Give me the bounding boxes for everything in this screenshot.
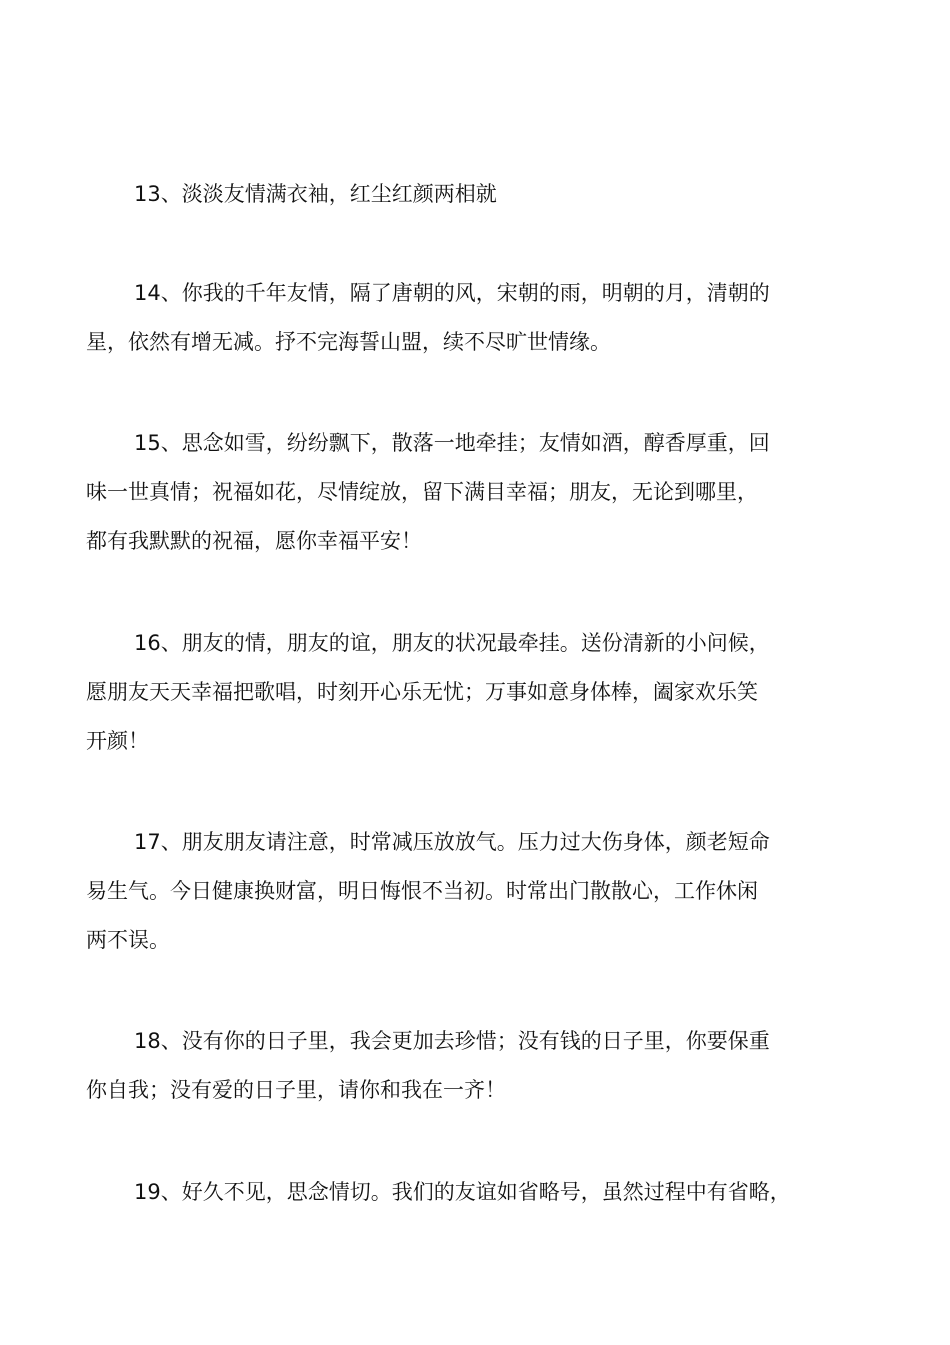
paragraph-16 — [86, 619, 806, 766]
paragraph-14 — [86, 269, 806, 367]
paragraph-line: 13、淡淡友情满衣袖，红尘红颜两相就 — [134, 182, 497, 206]
paragraph-line: 星，依然有增无减。抒不完海誓山盟，续不尽旷世情缘。 — [86, 330, 611, 354]
paragraph-line: 易生气。今日健康换财富，明日悔恨不当初。时常出门散散心，工作休闲 — [86, 879, 758, 903]
paragraph-line: 19、好久不见，思念情切。我们的友谊如省略号，虽然过程中有省略， — [134, 1180, 791, 1204]
paragraph-18 — [86, 1017, 806, 1115]
paragraph-line: 17、朋友朋友请注意，时常减压放放气。压力过大伤身体，颜老短命 — [134, 830, 770, 854]
paragraph-line: 14、你我的千年友情，隔了唐朝的风，宋朝的雨，明朝的月，清朝的 — [134, 281, 770, 305]
paragraph-line: 味一世真情；祝福如花，尽情绽放，留下满目幸福；朋友，无论到哪里， — [86, 480, 758, 504]
paragraph-line: 都有我默默的祝福，愿你幸福平安！ — [86, 529, 422, 553]
paragraph-15 — [86, 419, 806, 566]
paragraph-17 — [86, 818, 806, 965]
paragraph-line: 两不误。 — [86, 928, 170, 952]
paragraph-line: 18、没有你的日子里，我会更加去珍惜；没有钱的日子里，你要保重 — [134, 1029, 770, 1053]
paragraph-line: 15、思念如雪，纷纷飘下，散落一地牵挂；友情如酒，醇香厚重，回 — [134, 431, 770, 455]
paragraph-line: 愿朋友天天幸福把歌唱，时刻开心乐无忧；万事如意身体棒，阖家欢乐笑 — [86, 680, 758, 704]
paragraph-line: 你自我；没有爱的日子里，请你和我在一齐！ — [86, 1078, 506, 1102]
paragraph-13 — [86, 170, 806, 219]
paragraph-line: 16、朋友的情，朋友的谊，朋友的状况最牵挂。送份清新的小问候， — [134, 631, 770, 655]
paragraph-19 — [86, 1168, 806, 1217]
paragraph-line: 开颜！ — [86, 729, 149, 753]
